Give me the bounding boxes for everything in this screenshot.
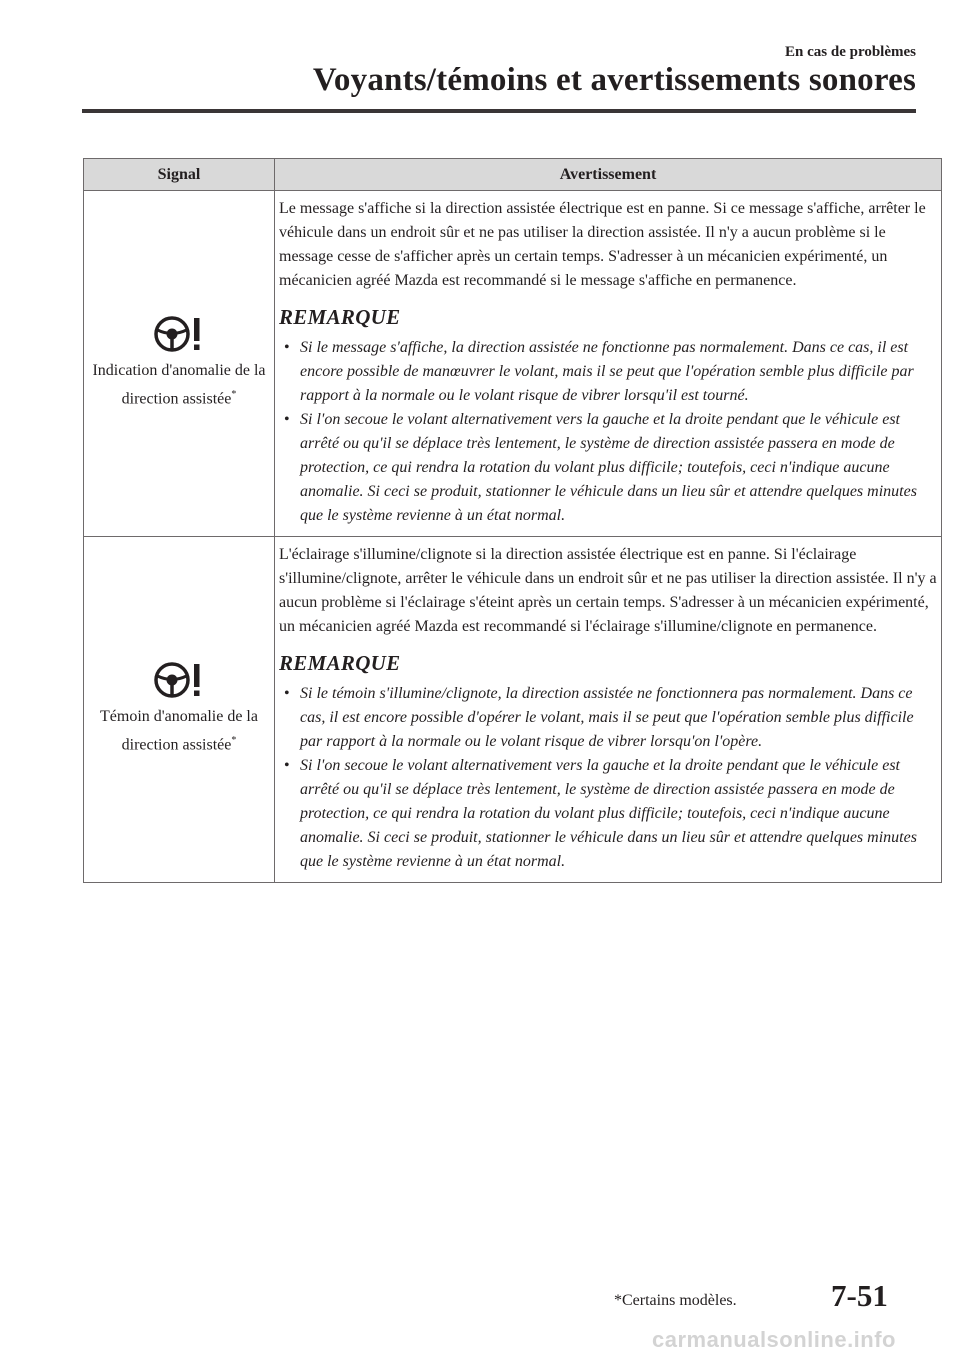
signal-cell (84, 537, 275, 883)
power-steering-warning-icon (153, 315, 205, 353)
watermark: carmanualsonline.info (652, 1327, 896, 1352)
list-item: • Si l'on secoue le volant alternativement vers la gauche et la droite pendant que le véhicule est arrêté ou qu'il se déplace très lentement, le système de direction assistée passera en mode de protection, ce qui rendra la rotation du volant plus difficile; toutefois, ceci n'indique aucune anomalie. Si ceci se produit, stationner le véhicule dans un lieu sûr et attendre quelques minutes que le système revienne à un état normal. (279, 754, 937, 874)
warning-cell (275, 537, 942, 883)
table-row (84, 537, 942, 883)
power-steering-warning-icon (153, 661, 205, 699)
signal-label: Témoin d'anomalie de la direction assistée* (100, 708, 258, 754)
footnote-mark: * (231, 735, 237, 747)
remarque-heading: REMARQUE (279, 305, 401, 329)
list-item: • Si l'on secoue le volant alternativement vers la gauche et la droite pendant que le véhicule est arrêté ou qu'il se déplace très lentement, le système de direction assistée passera en mode de protection, ce qui rendra la rotation du volant plus difficile; toutefois, ceci n'indique aucune anomalie. Si ceci se produit, stationner le véhicule dans un lieu sûr et attendre quelques minutes que le système revienne à un état normal. (279, 408, 937, 528)
warning-signals-table (83, 158, 942, 883)
page-number: 7-51 (831, 1278, 888, 1313)
column-header-signal: Signal (84, 159, 275, 191)
section-label: En cas de problèmes (785, 44, 916, 60)
table-header-row (84, 159, 942, 191)
bullet-icon: • (284, 339, 290, 356)
header-rule (82, 109, 916, 113)
signal-label: Indication d'anomalie de la direction assistée* (92, 362, 266, 408)
column-header-warning: Avertissement (275, 159, 942, 191)
bullet-icon: • (284, 411, 290, 428)
list-item: • Si le message s'affiche, la direction assistée ne fonctionne pas normalement. Dans ce cas, il est encore possible de manœuvrer le volant, mais il se peut que l'opération semble plus difficile par rapport à la normale ou le volant risque de vibrer lorsqu'il est tourné. (279, 336, 937, 408)
warning-cell (275, 191, 942, 537)
footnote-mark: * (231, 389, 237, 401)
footnote: *Certains modèles. (614, 1292, 737, 1309)
warning-text: Le message s'affiche si la direction assistée électrique est en panne. Si ce message s'affiche, arrêter le véhicule dans un endroit sûr et ne pas utiliser la direction assistée. Il n'y a aucun problème si le message cesse de s'afficher après un certain temps. S'adresser à un mécanicien expérimenté, un mécanicien agréé Mazda est recommandé si le message s'affiche en permanence. (279, 200, 926, 289)
table-row (84, 191, 942, 537)
signal-cell (84, 191, 275, 537)
remarque-notes (279, 336, 937, 528)
remarque-heading: REMARQUE (279, 651, 401, 675)
bullet-icon: • (284, 757, 290, 774)
chapter-title: Voyants/témoins et avertissements sonores (312, 62, 916, 98)
warning-text: L'éclairage s'illumine/clignote si la direction assistée électrique est en panne. Si l'éclairage s'illumine/clignote, arrêter le véhicule dans un endroit sûr et ne pas utiliser la direction assistée. Il n'y a aucun problème si l'éclairage s'éteint après un certain temps. S'adresser à un mécanicien expérimenté, un mécanicien agréé Mazda est recommandé si l'éclairage s'illumine/clignote en permanence. (279, 546, 937, 635)
bullet-icon: • (284, 685, 290, 702)
list-item: • Si le témoin s'illumine/clignote, la direction assistée ne fonctionnera pas normalement. Dans ce cas, il est encore possible d'opérer le volant, mais il se peut que l'opération semble plus difficile par rapport à la normale ou le volant risque de vibrer lorsqu'on l'opère. (279, 682, 937, 754)
remarque-notes (279, 682, 937, 874)
